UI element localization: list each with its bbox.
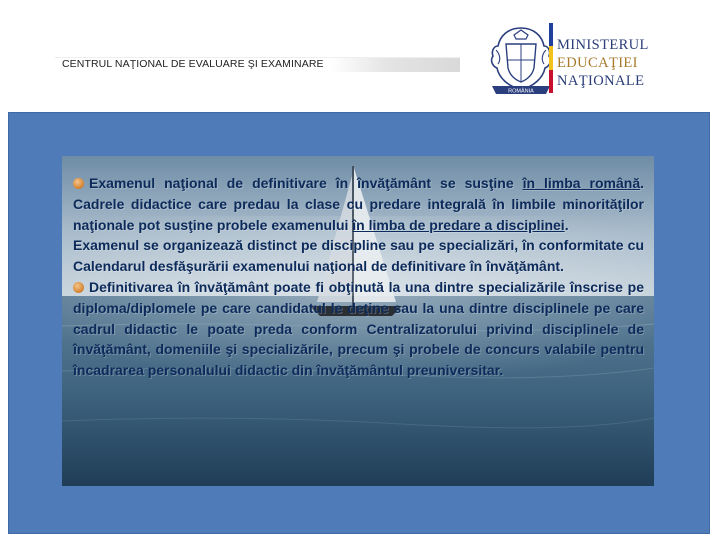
- paragraph-language-text-a: Examenul naţional de definitivare în învăţământ se susţine: [89, 175, 523, 191]
- romania-crest-icon: [488, 24, 554, 104]
- paragraph-language-text-b: . Cadrele didactice care predau la clase cu predare integrală în limbile minorităţilor naţionale pot susţine probele examenului: [73, 175, 644, 233]
- paragraph-definitivation: [73, 277, 644, 381]
- stripe-red: [549, 70, 553, 93]
- stripe-blue: [549, 23, 553, 46]
- paragraph-definitivation-text: Definitivarea în învăţământ poate fi obţinută la una dintre specializările înscrise pe diploma/diplomele pe care candidatul le deţine sau la una dintre disciplinele pe care cadrul didactic le poate preda conform Centralizatorului privind disciplinele de învăţământ, domeniile şi specializările, precum şi probele de concurs valabile pentru încadrarea personalului didactic din învăţământul preuniversitar.: [73, 278, 644, 379]
- ministry-line-3: NAŢIONALE: [557, 73, 645, 89]
- paragraph-organization: Examenul se organizează distinct pe discipline sau pe specializări, în conformitate cu Calendarul desfăşurării examenului naţional de definitivare în învăţământ.: [73, 237, 644, 275]
- ministry-line-1: MINISTERUL: [557, 37, 649, 53]
- center-name: CENTRUL NAŢIONAL DE EVALUARE ŞI EXAMINARE: [62, 58, 324, 70]
- ministry-stripes: [549, 23, 553, 93]
- paragraph-language-text-c: .: [564, 216, 569, 233]
- exam-info-text: [73, 173, 644, 381]
- paragraph-language: [73, 173, 644, 235]
- crest-banner-text: ROMÂNIA: [508, 88, 534, 95]
- orange-bullet-icon: [73, 282, 84, 293]
- ministry-name: [557, 36, 649, 90]
- ministry-line-2: EDUCAŢIEI: [557, 55, 638, 71]
- underlined-teaching-language: în limba de predare a disciplinei: [352, 216, 565, 233]
- stripe-yellow: [549, 46, 553, 69]
- underlined-romanian-language: în limba română: [522, 175, 641, 191]
- orange-bullet-icon: [73, 178, 84, 189]
